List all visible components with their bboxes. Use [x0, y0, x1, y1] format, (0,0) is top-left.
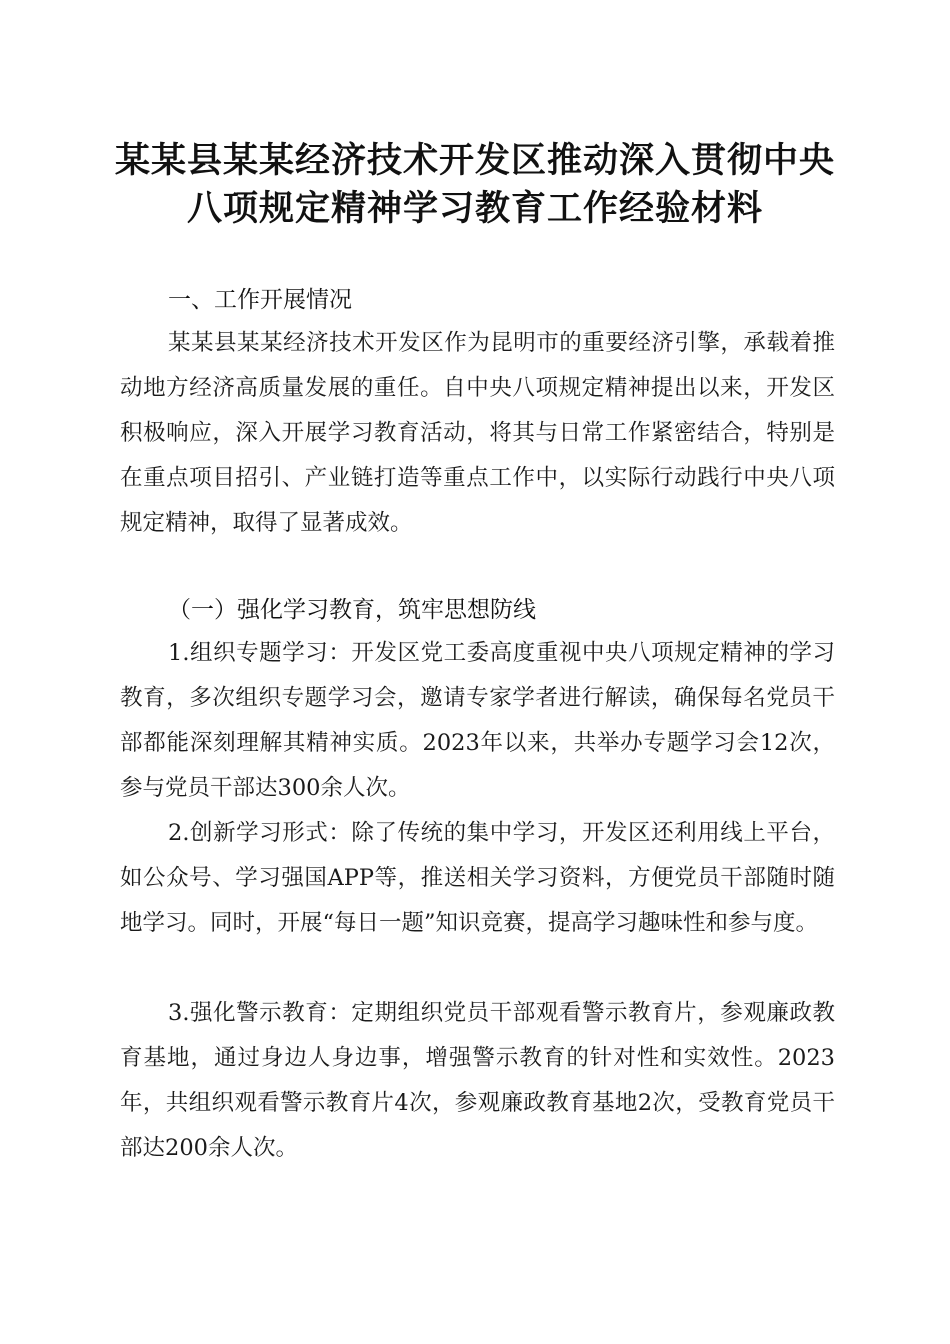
subsection-heading-learning: （一）强化学习教育，筑牢思想防线	[168, 597, 536, 623]
document-title-line-2: 八项规定精神学习教育工作经验材料	[186, 188, 763, 229]
section-heading-work-status: 一、工作开展情况	[168, 287, 352, 313]
document-title-line-1: 某某县某某经济技术开发区推动深入贯彻中央	[114, 140, 835, 181]
list-item-innovative-forms: 2.创新学习形式：除了传统的集中学习，开发区还利用线上平台，如公众号、学习强国APP等，推送相关学习资料，方便党员干部随时随地学习。同时，开展“每日一题”知识竞赛，提高学习趣味性和参与度。	[120, 820, 835, 936]
section-paragraph-intro: 某某县某某经济技术开发区作为昆明市的重要经济引擎，承载着推动地方经济高质量发展的重任。自中央八项规定精神提出以来，开发区积极响应，深入开展学习教育活动，将其与日常工作紧密结合，特别是在重点项目招引、产业链打造等重点工作中，以实际行动践行中央八项规定精神，取得了显著成效。	[120, 330, 835, 536]
list-item-warning-education: 3.强化警示教育：定期组织党员干部观看警示教育片，参观廉政教育基地，通过身边人身边事，增强警示教育的针对性和实效性。2023年，共组织观看警示教育片4次，参观廉政教育基地2次，受教育党员干部达200余人次。	[120, 1000, 835, 1161]
list-item-topic-study: 1.组织专题学习：开发区党工委高度重视中央八项规定精神的学习教育，多次组织专题学习会，邀请专家学者进行解读，确保每名党员干部都能深刻理解其精神实质。2023年以来，共举办专题学习会12次，参与党员干部达300余人次。	[120, 640, 835, 801]
